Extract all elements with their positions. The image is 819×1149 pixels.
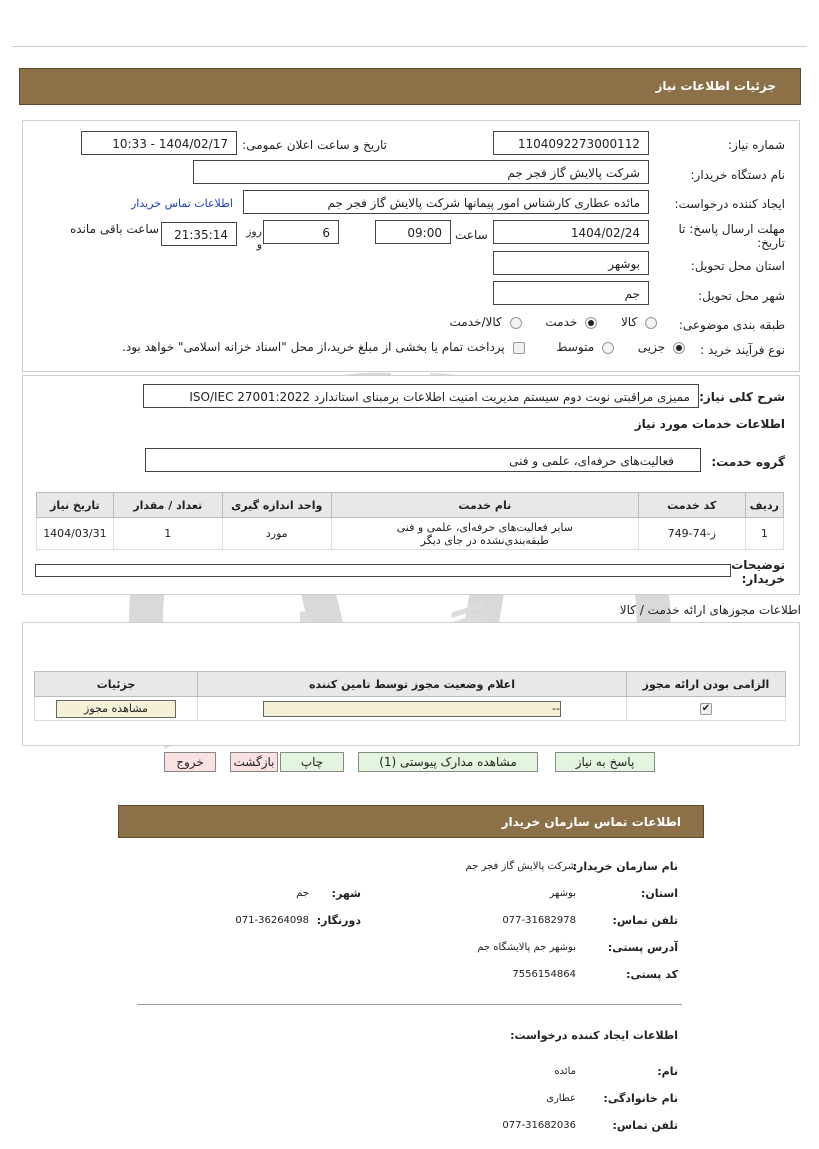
summary-field: ممیزی مراقبتی نوبت دوم سیستم مدیریت امنیت اطلاعات برمبنای استاندارد ISO/IEC 27001:2022 xyxy=(143,384,699,408)
col-date: تاریخ نیاز xyxy=(37,493,114,518)
contact-fax: 071-36264098 xyxy=(235,915,309,926)
buyer-notes-label: توضیحات خریدار: xyxy=(731,558,785,586)
summary-label: شرح کلی نیاز: xyxy=(699,390,785,404)
province-label: استان محل تحویل: xyxy=(690,259,785,273)
contact-org: شرکت پالایش گاز فجر جم xyxy=(465,861,576,872)
remaining-time-field: 21:35:14 xyxy=(161,222,237,246)
contact-title: اطلاعات تماس سازمان خریدار xyxy=(501,815,681,829)
contact-header xyxy=(118,805,704,838)
category-radio-goods[interactable] xyxy=(645,317,657,329)
contact-province-label: استان: xyxy=(641,887,678,900)
process-radio-medium[interactable] xyxy=(602,342,614,354)
contact-address: بوشهر جم پالایشگاه جم xyxy=(477,942,576,953)
category-option-service: خدمت xyxy=(545,315,578,329)
deadline-label: مهلت ارسال پاسخ: تا تاریخ: xyxy=(678,222,785,250)
col-qty: تعداد / مقدار xyxy=(113,493,222,518)
contact-city: جم xyxy=(296,888,309,899)
buyer-notes-field xyxy=(35,564,731,577)
need-details-panel xyxy=(22,375,800,595)
contact-postal-label: کد پستی: xyxy=(626,968,678,981)
service-group-field: فعالیت‌های حرفه‌ای، علمی و فنی xyxy=(145,448,701,472)
page-title: جزئیات اطلاعات نیاز xyxy=(655,79,776,93)
cell-qty: 1 xyxy=(113,518,222,550)
permit-required-cell xyxy=(627,697,786,721)
buyer-org-label: نام دستگاه خریدار: xyxy=(690,168,785,182)
cell-row: 1 xyxy=(745,518,783,550)
deadline-time-field: 09:00 xyxy=(375,220,451,244)
process-radio-minor[interactable] xyxy=(673,342,685,354)
category-radio-service[interactable] xyxy=(585,317,597,329)
page-header xyxy=(19,68,801,105)
process-option-medium: متوسط xyxy=(556,340,595,354)
permit-status-cell xyxy=(198,697,627,721)
treasury-checkbox[interactable] xyxy=(513,342,525,354)
process-radio-group xyxy=(118,340,685,354)
creator-field: مائده عطاری کارشناس امور پیمانها شرکت پالایش گاز فجر جم xyxy=(243,190,649,214)
remaining-label: ساعت باقی مانده xyxy=(70,222,160,236)
category-radio-goods-service[interactable] xyxy=(510,317,522,329)
col-permit-details: جزئیات xyxy=(35,672,198,697)
need-number-label: شماره نیاز: xyxy=(728,138,785,152)
buyer-contact-link[interactable]: اطلاعات تماس خریدار xyxy=(131,197,233,210)
contact-phone-label: تلفن تماس: xyxy=(612,914,678,927)
city-label: شهر محل تحویل: xyxy=(698,289,785,303)
announce-field: 1404/02/17 - 10:33 xyxy=(81,131,237,155)
creator-family-label: نام خانوادگی: xyxy=(603,1092,678,1105)
cell-name-line1: سایر فعالیت‌های حرفه‌ای، علمی و فنی xyxy=(396,520,573,534)
need-number-field: 1104092273000112 xyxy=(493,131,649,155)
table-row xyxy=(37,518,784,550)
creator-label: ایجاد کننده درخواست: xyxy=(674,197,785,211)
cell-code: ز-74-749 xyxy=(638,518,745,550)
col-permit-required: الزامی بودن ارائه مجوز xyxy=(627,672,786,697)
days-label: روز و xyxy=(246,225,262,251)
attachments-button[interactable]: مشاهده مدارک پیوستی (1) xyxy=(358,752,538,772)
city-field: جم xyxy=(493,281,649,305)
permits-table xyxy=(34,671,786,721)
col-permit-status: اعلام وضعیت مجوز توسط تامین کننده xyxy=(198,672,627,697)
col-name: نام خدمت xyxy=(331,493,638,518)
contact-fax-label: دورنگار: xyxy=(316,914,361,927)
reply-button[interactable]: پاسخ به نیاز xyxy=(555,752,655,772)
col-unit: واحد اندازه گیری xyxy=(222,493,331,518)
deadline-time-label: ساعت xyxy=(455,228,488,242)
category-radio-group xyxy=(446,315,657,329)
days-field: 6 xyxy=(263,220,339,244)
province-field: بوشهر xyxy=(493,251,649,275)
cell-unit: مورد xyxy=(222,518,331,550)
services-title: اطلاعات خدمات مورد نیاز xyxy=(634,417,785,431)
col-code: کد خدمت xyxy=(638,493,745,518)
col-row: ردیف xyxy=(745,493,783,518)
contact-phone: 077-31682978 xyxy=(502,915,576,926)
creator-name-label: نام: xyxy=(657,1065,678,1078)
creator-phone: 077-31682036 xyxy=(502,1120,576,1131)
creator-family: عطاری xyxy=(546,1093,576,1104)
exit-button[interactable]: خروج xyxy=(164,752,216,772)
category-option-goods: کالا xyxy=(620,315,638,329)
process-label: نوع فرآیند خرید : xyxy=(700,343,785,357)
contact-address-label: آدرس پستی: xyxy=(607,941,678,954)
creator-name: مائده xyxy=(554,1066,576,1077)
contact-org-label: نام سازمان خریدار: xyxy=(572,860,678,873)
category-label: طبقه بندی موضوعی: xyxy=(678,318,785,332)
print-button[interactable]: چاپ xyxy=(280,752,344,772)
services-table-header xyxy=(37,493,784,518)
contact-province: بوشهر xyxy=(549,888,576,899)
permit-status-field[interactable]: -- xyxy=(263,701,561,717)
permit-required-checkbox[interactable]: ✔ xyxy=(701,703,711,714)
cell-date: 1404/03/31 xyxy=(37,518,114,550)
table-row xyxy=(35,697,786,721)
top-divider xyxy=(12,46,807,47)
buyer-org-field: شرکت پالایش گاز فجر جم xyxy=(193,160,649,184)
deadline-date-field: 1404/02/24 xyxy=(493,220,649,244)
announce-label: تاریخ و ساعت اعلان عمومی: xyxy=(242,138,387,152)
permits-title: اطلاعات مجوزهای ارائه خدمت / کالا xyxy=(619,603,801,617)
category-option-goods-service: کالا/خدمت xyxy=(449,315,502,329)
contact-postal: 7556154864 xyxy=(512,969,576,980)
contact-divider xyxy=(137,1004,682,1005)
permits-table-header xyxy=(35,672,786,697)
process-option-minor: جزیی xyxy=(637,340,666,354)
services-table xyxy=(36,492,784,550)
cell-name xyxy=(331,518,638,550)
contact-city-label: شهر: xyxy=(331,887,361,900)
treasury-note: پرداخت تمام یا بخشی از مبلغ خرید،از محل "اسناد خزانه اسلامی" خواهد بود. xyxy=(122,340,505,354)
creator-phone-label: تلفن تماس: xyxy=(612,1119,678,1132)
back-button[interactable]: بازگشت xyxy=(230,752,278,772)
service-group-label: گروه خدمت: xyxy=(711,455,785,469)
permit-details-cell xyxy=(35,697,198,721)
cell-name-line2: طبقه‌بندی‌نشده در جای دیگر xyxy=(420,533,549,547)
creator-info-title: اطلاعات ایجاد کننده درخواست: xyxy=(510,1029,678,1042)
view-permit-button[interactable]: مشاهده مجوز xyxy=(56,700,176,718)
